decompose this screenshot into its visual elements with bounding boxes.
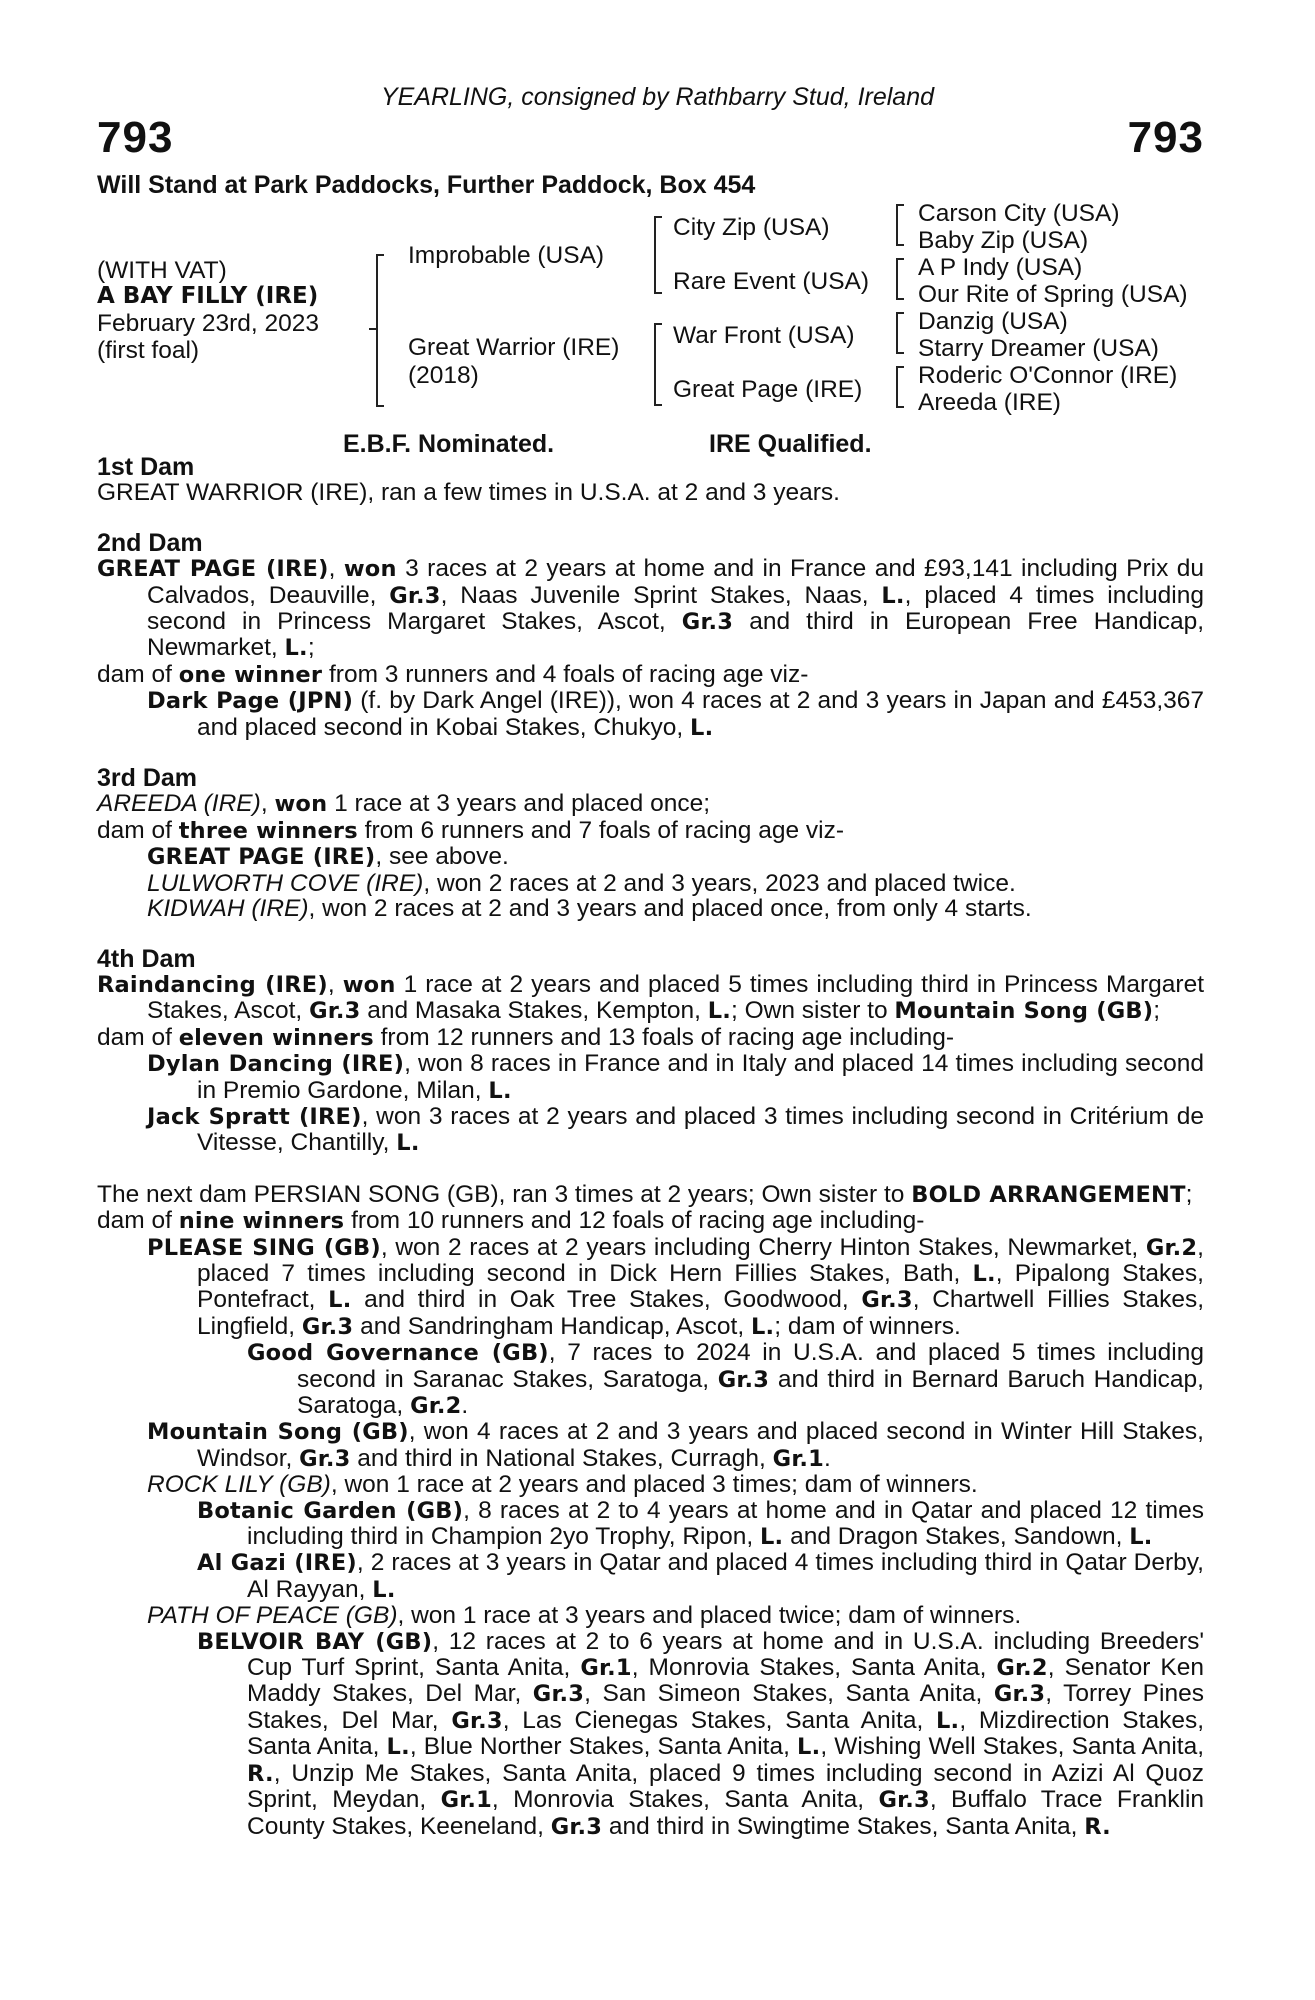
winner-count: eleven winners (178, 1024, 374, 1051)
dam2-record: GREAT PAGE (IRE), won 3 races at 2 years at home and in France and £93,141 including Prix du Calvados, Deauville, Gr.3, Naas Juvenile Sprint Stakes, Naas, L., placed 4 times including second in Princess Margaret Stakes, Ascot, Gr.3 and third in European Free Handicap, Newmarket, L.; (97, 555, 1205, 662)
lot-number-right: 793 (1127, 113, 1204, 162)
first-foal-note: (first foal) (97, 337, 200, 364)
horse-name: PLEASE SING (GB) (147, 1234, 381, 1261)
brace-point (369, 328, 377, 332)
vat-note: (WITH VAT) (97, 257, 227, 284)
text-run: , Wishing Well Stakes, Santa Anita, (820, 1733, 1205, 1761)
sire-sire: City Zip (USA) (673, 214, 830, 241)
horse-name: LULWORTH COVE (IRE) (147, 869, 424, 897)
dam3-produce-item (97, 844, 1204, 870)
grade-label: Gr.2 (1145, 1234, 1198, 1261)
text-run: , placed 7 times including second in Dick Hern Fillies Stakes, Bath, (197, 1233, 1204, 1287)
grade-label: Gr.2 (996, 1655, 1048, 1682)
dam4-produce-item (97, 1104, 1204, 1157)
text-run: , Buffalo Trace Franklin County Stakes, Keeneland, (247, 1786, 1205, 1840)
grade-label: Gr.3 (878, 1787, 930, 1814)
text-run: The next dam PERSIAN SONG (GB), ran 3 times at 2 years; Own sister to (97, 1180, 905, 1208)
text-run: from 12 runners and 13 foals of racing age including- (380, 1023, 954, 1051)
dam-year: (2018) (408, 362, 479, 389)
text-run: , Monrovia Stakes, Santa Anita, (631, 1654, 987, 1682)
listed-label: L. (936, 1707, 960, 1734)
text-run: 3 races at 2 years at home and in France and £93,141 including Prix du Calvados, Deauville, (147, 555, 1204, 609)
ped-dds: Roderic O'Connor (IRE) (918, 362, 1178, 389)
horse-name: Al Gazi (IRE) (197, 1550, 357, 1577)
text-run: , Torrey Pines Stakes, Del Mar, (247, 1680, 1204, 1734)
dam4-record: Raindancing (IRE), won 1 race at 2 years and placed 5 times including third in Princess Margaret Stakes, Ascot, Gr.3 and Masaka Stakes, Kempton, L.; Own sister to Mountain Song (GB); (97, 970, 1205, 1025)
text-run: , see above. (375, 843, 509, 871)
ebf-nominated: E.B.F. Nominated. (343, 430, 555, 458)
lot-number-left: 793 (97, 113, 174, 162)
ire-qualified: IRE Qualified. (709, 430, 872, 458)
listed-label: L. (386, 1734, 410, 1761)
dam1-text: GREAT WARRIOR (IRE), ran a few times in U.S.A. at 2 and 3 years. (97, 479, 840, 507)
text-run: , Naas Juvenile Sprint Stakes, Naas, (440, 581, 869, 609)
horse-name: ROCK LILY (GB) (147, 1471, 331, 1499)
winner-count: one winner (178, 661, 323, 688)
ped-sds: A P Indy (USA) (918, 254, 1083, 281)
horse-name: Dylan Dancing (IRE) (147, 1051, 405, 1078)
brace-ss (896, 204, 898, 246)
dam4-produce-summary (97, 1025, 1204, 1051)
horse-name: Mountain Song (GB) (147, 1419, 409, 1446)
listed-label: L. (690, 714, 714, 741)
listed-label: L. (972, 1260, 996, 1287)
text-run: , Mizdirection Stakes, Santa Anita, (247, 1706, 1205, 1761)
dam-brace (654, 323, 656, 406)
won-label: won (342, 971, 396, 998)
horse-name: GREAT PAGE (IRE) (97, 556, 329, 583)
listed-label: L. (328, 1287, 352, 1314)
text-run: from 6 runners and 7 foals of racing age viz- (364, 816, 844, 844)
text-run: ; (1153, 997, 1161, 1025)
text-run: , San Simeon Stakes, Santa Anita, (584, 1680, 983, 1708)
ped-ddd: Areeda (IRE) (918, 389, 1061, 416)
text-run: , Las Cienegas Stakes, Santa Anita, (502, 1706, 924, 1734)
text-run: , won 8 races in France and in Italy and placed 14 times including second in Premio Gardone, Milan, (197, 1050, 1204, 1104)
produce-item-good-governance (97, 1340, 1204, 1419)
text-run: from 3 runners and 4 foals of racing age viz- (329, 660, 809, 688)
text-run: , won 2 races at 2 years including Cherry Hinton Stakes, Newmarket, (380, 1233, 1139, 1261)
horse-name: AREEDA (IRE) (97, 790, 261, 818)
section-heading-4th-dam: 4th Dam (97, 944, 196, 973)
text-run: , Senator Ken Maddy Stakes, Del Mar, (247, 1654, 1204, 1708)
winner-count: nine winners (178, 1208, 345, 1235)
brace-sd (896, 258, 898, 300)
dam2-produce-summary (97, 662, 1204, 688)
text-run: , Pipalong Stakes, Pontefract, (197, 1259, 1204, 1314)
text-run: from 10 runners and 12 foals of racing age including- (351, 1207, 925, 1235)
text-run: , 7 races to 2024 in U.S.A. and placed 5 times including second in Saranac Stakes, Saratoga, (297, 1339, 1204, 1393)
listed-label: L. (396, 1130, 420, 1157)
produce-item-please-sing (97, 1235, 1204, 1341)
text-run: , won 1 race at 3 years and placed twice; dam of winners. (397, 1602, 1022, 1630)
listed-label: L. (750, 1313, 775, 1340)
listed-label: L. (372, 1576, 396, 1603)
horse-name: KIDWAH (IRE) (147, 895, 309, 923)
produce-item-botanic-garden (97, 1498, 1204, 1551)
text-run: , won 4 races at 2 and 3 years and placed second in Winter Hill Stakes, Windsor, (197, 1418, 1204, 1472)
consignor-header: YEARLING, consigned by Rathbarry Stud, Ireland (380, 83, 935, 111)
section-heading-2nd-dam: 2nd Dam (97, 528, 203, 557)
text-run: , 8 races at 2 to 4 years at home and in Qatar and placed 12 times including third in Champion 2yo Trophy, Ripon, (247, 1496, 1204, 1551)
ped-dss: Danzig (USA) (918, 308, 1068, 335)
grade-label: Gr.3 (301, 1313, 354, 1340)
produce-item-belvoir-bay (97, 1629, 1204, 1840)
text-run: , Chartwell Fillies Stakes, Lingfield, (197, 1286, 1204, 1340)
dam3-produce-item (97, 896, 1204, 921)
section-heading-1st-dam: 1st Dam (97, 453, 195, 481)
text-run: and third in National Stakes, Curragh, (357, 1444, 766, 1472)
grade-label: Gr.3 (550, 1813, 603, 1840)
section-heading-3rd-dam: 3rd Dam (97, 764, 198, 793)
text-run: 1 race at 3 years and placed once; (334, 790, 711, 818)
text-run: , won 2 races at 2 and 3 years, 2023 and placed twice. (423, 869, 1016, 897)
listed-label: L. (488, 1077, 512, 1104)
dam3-produce-item (97, 871, 1204, 896)
horse-name: Botanic Garden (GB) (197, 1497, 464, 1524)
text-run: , placed 4 times including second in Princess Margaret Stakes, Ascot, (147, 581, 1204, 636)
sire: Improbable (USA) (408, 242, 605, 269)
horse-name: Good Governance (GB) (247, 1340, 549, 1367)
text-run: , Monrovia Stakes, Santa Anita, (491, 1786, 865, 1814)
horse-name: BELVOIR BAY (GB) (197, 1628, 433, 1655)
stand-location: Will Stand at Park Paddocks, Further Paddock, Box 454 (97, 171, 756, 199)
text-run: dam of (97, 1207, 172, 1235)
winner-count: three winners (178, 817, 358, 844)
grade-label: Gr.3 (993, 1681, 1046, 1708)
text-run: 1 race at 2 years and placed 5 times including third in Princess Margaret Stakes, Ascot, (147, 970, 1205, 1025)
listed-label: L. (881, 582, 905, 609)
listed-label: L. (707, 998, 732, 1025)
text-run: . (824, 1444, 831, 1472)
brace-ds (896, 312, 898, 354)
horse-name: BOLD ARRANGEMENT (911, 1181, 1186, 1208)
brace-dd (896, 366, 898, 408)
dam2-produce-item (97, 688, 1204, 741)
produce-item-path-of-peace (97, 1603, 1204, 1628)
dam-dam: Great Page (IRE) (673, 376, 863, 403)
horse-name: Jack Spratt (IRE) (147, 1103, 362, 1130)
grade-label: Gr.3 (717, 1366, 770, 1393)
won-label: won (274, 791, 328, 818)
produce-item-al-gazi (97, 1550, 1204, 1603)
horse-name: PATH OF PEACE (GB) (147, 1602, 398, 1630)
text-run: , Unzip Me Stakes, Santa Anita, placed 9 times including second in Azizi Al Quoz Sprint, Meydan, (247, 1759, 1204, 1814)
text-run: , 12 races at 2 to 6 years at home and in U.S.A. including Breeders' Cup Turf Sprint, Santa Anita, (247, 1627, 1204, 1682)
grade-label: Gr.3 (451, 1707, 503, 1734)
listed-label: L. (1129, 1524, 1153, 1551)
restricted-label: R. (1084, 1813, 1111, 1840)
restricted-label: R. (247, 1760, 274, 1787)
subject-name: A BAY FILLY (IRE) (97, 283, 319, 309)
grade-label: Gr.3 (299, 1445, 351, 1472)
grade-label: Gr.3 (309, 998, 361, 1025)
dam3-record: AREEDA (IRE), won 1 race at 3 years and placed once; (97, 790, 711, 818)
text-run: , Blue Norther Stakes, Santa Anita, (409, 1733, 790, 1761)
grade-label: Gr.1 (772, 1445, 825, 1472)
ped-ssd: Baby Zip (USA) (918, 227, 1089, 254)
text-run: , 2 races at 3 years in Qatar and placed 4 times including third in Qatar Derby, Al Rayyan, (247, 1549, 1204, 1603)
horse-name: Mountain Song (GB) (894, 998, 1154, 1025)
text-run: , won 3 races at 2 years and placed 3 times including second in Critérium de Vitesse, Chantilly, (197, 1102, 1204, 1157)
dam-sire: War Front (USA) (673, 322, 855, 349)
horse-name: Dark Page (JPN) (147, 688, 354, 715)
grade-label: Gr.2 (410, 1393, 462, 1419)
grade-label: Gr.1 (440, 1787, 492, 1814)
text-run: (f. by Dark Angel (IRE)), won 4 races at 2 and 3 years in Japan and £453,367 and placed second in Kobai Stakes, Chukyo, (197, 687, 1205, 741)
foaling-date: February 23rd, 2023 (97, 310, 319, 337)
listed-label: L. (284, 635, 308, 662)
grade-label: Gr.3 (389, 582, 441, 609)
sire-dam: Rare Event (USA) (673, 268, 870, 295)
text-run: ; (1185, 1180, 1193, 1208)
won-label: won (343, 556, 397, 583)
text-run: ; Own sister to (731, 997, 888, 1025)
catalogue-body (97, 455, 1204, 1840)
next-dam-produce-summary (97, 1208, 1204, 1234)
produce-item-rock-lily (97, 1472, 1204, 1497)
dam3-produce-summary (97, 818, 1204, 844)
text-run: dam of (97, 660, 172, 688)
text-run: , won 1 race at 2 years and placed 3 times; dam of winners. (330, 1471, 978, 1499)
grade-label: Gr.3 (681, 609, 734, 636)
grade-label: Gr.3 (532, 1681, 585, 1708)
text-run: , won 2 races at 2 and 3 years and placed once, from only 4 starts. (308, 895, 1032, 923)
text-run: and third in European Free Handicap, Newmarket, (147, 608, 1205, 662)
produce-item-mountain-song (97, 1419, 1204, 1472)
dam4-produce-item (97, 1051, 1204, 1104)
text-run: ; dam of winners. (774, 1312, 961, 1340)
text-run: and Sandringham Handicap, Ascot, (360, 1312, 745, 1340)
listed-label: L. (797, 1734, 821, 1761)
text-run: and third in Swingtime Stakes, Santa Anita, (608, 1812, 1078, 1840)
horse-name: Raindancing (IRE) (97, 971, 328, 998)
listed-label: L. (759, 1524, 784, 1551)
text-run: ; (307, 634, 315, 662)
dam: Great Warrior (IRE) (408, 334, 620, 361)
text-run: and Dragon Stakes, Sandown, (790, 1523, 1123, 1551)
text-run: and Masaka Stakes, Kempton, (367, 997, 701, 1025)
text-run: dam of (97, 816, 172, 844)
ped-sss: Carson City (USA) (918, 200, 1120, 227)
grade-label: Gr.1 (580, 1655, 632, 1682)
ped-dsd: Starry Dreamer (USA) (918, 335, 1159, 362)
next-dam-record (97, 1182, 1204, 1208)
text-run: dam of (97, 1023, 172, 1051)
sire-brace (654, 216, 656, 294)
grade-label: Gr.3 (861, 1287, 913, 1314)
text-run: . (461, 1392, 469, 1419)
ped-sdd: Our Rite of Spring (USA) (918, 281, 1188, 308)
text-run: and third in Oak Tree Stakes, Goodwood, (364, 1286, 849, 1314)
text-run: and third in Bernard Baruch Handicap, Saratoga, (297, 1365, 1204, 1419)
horse-name: GREAT PAGE (IRE) (147, 844, 376, 871)
